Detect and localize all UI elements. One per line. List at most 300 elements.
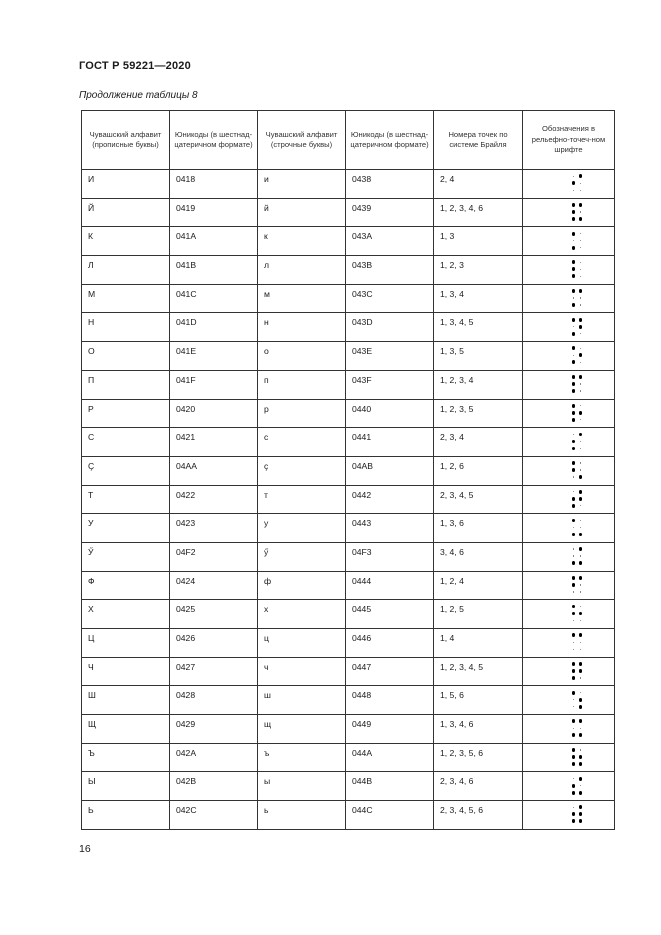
braille-dots-cell-text: 1, 2, 3, 5 — [440, 403, 474, 414]
braille-symbol-cell — [523, 686, 615, 715]
lower-unicode-cell-text: 04AB — [352, 460, 374, 471]
lower-unicode-cell — [346, 542, 434, 571]
braille-symbol — [572, 232, 584, 251]
lower-letter-cell-text: ъ — [264, 747, 270, 758]
braille-dots-cell-text: 2, 4 — [440, 174, 455, 184]
braille-dot-raised — [572, 612, 576, 616]
table-row — [82, 629, 615, 658]
braille-dot-empty — [573, 807, 574, 808]
upper-unicode-cell-text: 042C — [176, 805, 197, 816]
upper-unicode-cell-text: 0423 — [176, 518, 196, 529]
braille-dots-cell-text: 1, 3, 4, 5 — [440, 317, 474, 328]
braille-dots-cell — [434, 542, 523, 571]
braille-dot-raised — [572, 519, 576, 523]
braille-dots-cell-text: 1, 2, 4 — [440, 575, 464, 586]
braille-dot-raised — [572, 461, 576, 465]
braille-dot-empty — [580, 785, 581, 786]
upper-unicode-cell-text: 0421 — [176, 432, 196, 443]
upper-unicode-cell — [170, 657, 258, 686]
lower-unicode-cell-text: 0443 — [352, 518, 372, 529]
braille-dot-raised — [572, 303, 576, 307]
braille-dot-empty — [573, 591, 574, 592]
braille-dot-empty — [580, 383, 581, 384]
braille-symbol-cell — [523, 198, 615, 227]
braille-dots-cell-text: 1, 2, 3, 4, 5 — [440, 661, 483, 672]
braille-dots-cell-text: 2, 3, 4, 6 — [440, 776, 474, 787]
braille-dot-empty — [580, 348, 581, 349]
braille-dot-raised — [572, 411, 576, 415]
upper-unicode-cell — [170, 456, 258, 485]
lower-unicode-cell-text: 04F3 — [352, 546, 372, 557]
header-lower-unicode: Юникоды (в шестнад-цатеричном формате) — [346, 111, 434, 170]
upper-letter-cell — [82, 743, 170, 772]
braille-dot-empty — [580, 649, 581, 650]
braille-symbol — [572, 662, 584, 681]
braille-dot-raised — [572, 210, 576, 214]
lower-unicode-cell-text: 043F — [352, 374, 372, 385]
braille-dot-raised — [579, 733, 583, 737]
braille-symbol-cell — [523, 801, 615, 830]
lower-letter-cell-text: о — [264, 346, 269, 357]
table-row — [82, 313, 615, 342]
table-row — [82, 657, 615, 686]
lower-letter-cell — [258, 715, 346, 744]
braille-dot-raised — [572, 318, 576, 322]
upper-letter-cell — [82, 198, 170, 227]
braille-dot-raised — [579, 318, 583, 322]
braille-dots-cell — [434, 284, 523, 313]
lower-unicode-cell — [346, 370, 434, 399]
upper-letter-cell — [82, 313, 170, 342]
lower-letter-cell — [258, 370, 346, 399]
braille-dot-raised — [579, 755, 583, 759]
braille-dots-cell — [434, 399, 523, 428]
lower-letter-cell-text: щ — [264, 719, 272, 730]
upper-unicode-cell-text: 041F — [176, 374, 196, 385]
braille-dots-cell — [434, 370, 523, 399]
lower-letter-cell — [258, 170, 346, 199]
braille-dot-empty — [573, 326, 574, 327]
braille-symbol-cell — [523, 399, 615, 428]
braille-symbol-cell — [523, 772, 615, 801]
upper-unicode-cell-text: 042B — [176, 776, 197, 787]
braille-symbol — [572, 576, 584, 595]
braille-dot-raised — [579, 475, 583, 479]
upper-unicode-cell-text: 041C — [176, 288, 197, 299]
braille-dot-raised — [572, 360, 576, 364]
braille-dot-raised — [572, 733, 576, 737]
lower-unicode-cell — [346, 686, 434, 715]
braille-symbol — [572, 547, 584, 566]
braille-dot-empty — [573, 699, 574, 700]
header-braille-symbol: Обозначения в рельефно-точеч-ном шрифте — [523, 111, 615, 170]
braille-dot-empty — [580, 190, 581, 191]
braille-symbol — [572, 805, 584, 824]
lower-unicode-cell — [346, 801, 434, 830]
braille-dot-raised — [572, 447, 576, 451]
upper-unicode-cell — [170, 743, 258, 772]
braille-dot-raised — [572, 246, 576, 250]
upper-unicode-cell-text: 041B — [176, 260, 197, 271]
braille-symbol-cell — [523, 514, 615, 543]
braille-dot-raised — [579, 411, 583, 415]
upper-unicode-cell — [170, 342, 258, 371]
braille-dot-empty — [580, 692, 581, 693]
lower-letter-cell — [258, 456, 346, 485]
braille-dots-cell — [434, 485, 523, 514]
lower-unicode-cell — [346, 313, 434, 342]
braille-dots-cell — [434, 772, 523, 801]
upper-letter-cell-text: Х — [88, 604, 94, 615]
braille-dots-cell — [434, 657, 523, 686]
braille-dots-cell-text: 1, 5, 6 — [440, 690, 464, 701]
lower-unicode-cell — [346, 629, 434, 658]
lower-unicode-cell — [346, 456, 434, 485]
braille-dot-empty — [573, 706, 574, 707]
braille-dot-empty — [580, 183, 581, 184]
braille-dot-raised — [572, 762, 576, 766]
braille-dot-raised — [579, 576, 583, 580]
upper-letter-cell — [82, 485, 170, 514]
lower-unicode-cell — [346, 170, 434, 199]
braille-dot-raised — [579, 174, 583, 178]
lower-unicode-cell-text: 0441 — [352, 432, 372, 443]
upper-unicode-cell — [170, 313, 258, 342]
upper-unicode-cell — [170, 485, 258, 514]
upper-letter-cell-text: Ӳ — [88, 546, 94, 557]
braille-dot-empty — [573, 728, 574, 729]
document-title: ГОСТ Р 59221—2020 — [79, 60, 191, 72]
braille-dot-raised — [572, 260, 576, 264]
lower-unicode-cell-text: 044A — [352, 747, 373, 758]
table-row — [82, 600, 615, 629]
braille-dots-cell-text: 1, 2, 6 — [440, 460, 464, 471]
lower-unicode-cell-text: 0438 — [352, 174, 372, 184]
braille-dot-raised — [572, 389, 576, 393]
braille-dot-raised — [579, 777, 583, 781]
braille-dots-cell-text: 1, 3, 6 — [440, 518, 464, 529]
lower-letter-cell-text: ь — [264, 805, 269, 816]
upper-unicode-cell — [170, 600, 258, 629]
lower-letter-cell-text: ш — [264, 690, 271, 701]
upper-unicode-cell — [170, 772, 258, 801]
braille-dot-raised — [579, 217, 583, 221]
upper-unicode-cell-text: 0418 — [176, 174, 196, 184]
upper-letter-cell — [82, 772, 170, 801]
upper-letter-cell-text: Ц — [88, 633, 95, 643]
braille-dot-raised — [579, 812, 583, 816]
braille-dot-empty — [580, 505, 581, 506]
braille-dot-empty — [573, 620, 574, 621]
upper-unicode-cell-text: 042A — [176, 747, 197, 758]
lower-letter-cell-text: с — [264, 432, 269, 443]
braille-dot-empty — [580, 584, 581, 585]
braille-dots-cell — [434, 600, 523, 629]
braille-dot-raised — [572, 267, 576, 271]
braille-dot-raised — [572, 468, 576, 472]
lower-unicode-cell-text: 043D — [352, 317, 373, 328]
table-row — [82, 485, 615, 514]
braille-dot-raised — [572, 375, 576, 379]
braille-dots-cell — [434, 743, 523, 772]
upper-unicode-cell-text: 0428 — [176, 690, 196, 701]
braille-symbol-cell — [523, 313, 615, 342]
braille-dot-raised — [572, 533, 576, 537]
braille-dot-raised — [572, 404, 576, 408]
lower-unicode-cell-text: 0449 — [352, 719, 372, 730]
braille-symbol — [572, 748, 584, 767]
braille-symbol — [572, 375, 584, 394]
lower-letter-cell-text: м — [264, 288, 270, 299]
table-row — [82, 743, 615, 772]
braille-symbol-cell — [523, 542, 615, 571]
lower-letter-cell — [258, 600, 346, 629]
table-row — [82, 801, 615, 830]
braille-symbol — [572, 691, 584, 710]
braille-dots-cell — [434, 514, 523, 543]
braille-symbol-cell — [523, 256, 615, 285]
lower-unicode-cell — [346, 715, 434, 744]
upper-unicode-cell-text: 0420 — [176, 403, 196, 414]
table-row — [82, 686, 615, 715]
table-row — [82, 256, 615, 285]
braille-dot-empty — [580, 642, 581, 643]
lower-unicode-cell — [346, 485, 434, 514]
braille-symbol — [572, 289, 584, 308]
braille-dot-empty — [573, 778, 574, 779]
lower-letter-cell — [258, 428, 346, 457]
braille-dot-raised — [572, 719, 576, 723]
braille-dot-raised — [572, 504, 576, 508]
upper-letter-cell-text: У — [88, 518, 94, 529]
braille-dot-empty — [580, 247, 581, 248]
table-body — [82, 170, 615, 830]
lower-letter-cell — [258, 801, 346, 830]
upper-unicode-cell — [170, 629, 258, 658]
upper-letter-cell — [82, 428, 170, 457]
upper-unicode-cell-text: 0426 — [176, 633, 196, 643]
upper-letter-cell-text: К — [88, 231, 94, 242]
braille-dot-raised — [579, 669, 583, 673]
braille-dots-cell-text: 2, 3, 4 — [440, 432, 464, 443]
lower-letter-cell-text: й — [264, 202, 269, 213]
braille-symbol — [572, 404, 584, 423]
upper-unicode-cell-text: 041D — [176, 317, 197, 328]
upper-letter-cell-text: И — [88, 174, 95, 184]
table-row — [82, 198, 615, 227]
braille-dot-raised — [572, 633, 576, 637]
braille-dot-raised — [579, 662, 583, 666]
upper-letter-cell — [82, 629, 170, 658]
lower-letter-cell — [258, 284, 346, 313]
upper-letter-cell — [82, 370, 170, 399]
upper-unicode-cell-text: 04F2 — [176, 546, 196, 557]
lower-unicode-cell-text: 044B — [352, 776, 373, 787]
lower-unicode-cell — [346, 342, 434, 371]
braille-dot-raised — [579, 791, 583, 795]
upper-unicode-cell — [170, 801, 258, 830]
lower-letter-cell-text: ц — [264, 633, 269, 643]
upper-letter-cell — [82, 514, 170, 543]
upper-unicode-cell-text: 041A — [176, 231, 197, 242]
braille-dot-empty — [573, 649, 574, 650]
braille-dot-raised — [579, 533, 583, 537]
braille-dots-cell — [434, 629, 523, 658]
braille-symbol — [572, 605, 584, 624]
lower-unicode-cell-text: 043A — [352, 231, 373, 242]
upper-unicode-cell — [170, 571, 258, 600]
braille-dots-cell-text: 1, 3, 4 — [440, 288, 464, 299]
braille-dots-cell — [434, 170, 523, 199]
upper-unicode-cell — [170, 399, 258, 428]
braille-symbol-cell — [523, 284, 615, 313]
braille-dots-cell-text: 1, 3, 4, 6 — [440, 719, 474, 730]
lower-letter-cell-text: ч — [264, 661, 269, 672]
braille-dot-raised — [579, 561, 583, 565]
page-number: 16 — [79, 843, 91, 855]
table-row — [82, 772, 615, 801]
braille-symbol — [572, 777, 584, 796]
braille-dots-cell-text: 1, 2, 3 — [440, 260, 464, 271]
lower-letter-cell — [258, 313, 346, 342]
upper-unicode-cell-text: 04AA — [176, 460, 198, 471]
table-row — [82, 571, 615, 600]
braille-dot-raised — [572, 669, 576, 673]
braille-dot-empty — [580, 555, 581, 556]
table-caption: Продолжение таблицы 8 — [79, 90, 198, 101]
braille-dots-cell-text: 2, 3, 4, 5 — [440, 489, 474, 500]
lower-letter-cell-text: ӳ — [264, 546, 269, 557]
braille-dot-empty — [580, 276, 581, 277]
braille-dot-raised — [572, 676, 576, 680]
upper-unicode-cell — [170, 227, 258, 256]
braille-symbol-cell — [523, 456, 615, 485]
upper-letter-cell — [82, 571, 170, 600]
upper-unicode-cell — [170, 198, 258, 227]
braille-symbol-cell — [523, 370, 615, 399]
upper-unicode-cell — [170, 428, 258, 457]
lower-letter-cell — [258, 514, 346, 543]
lower-unicode-cell — [346, 743, 434, 772]
lower-unicode-cell-text: 044C — [352, 805, 373, 816]
upper-letter-cell — [82, 227, 170, 256]
braille-dots-cell — [434, 715, 523, 744]
table-row — [82, 428, 615, 457]
braille-dot-raised — [579, 203, 583, 207]
braille-dot-empty — [573, 434, 574, 435]
braille-dots-cell — [434, 801, 523, 830]
table-row — [82, 170, 615, 199]
lower-letter-cell — [258, 571, 346, 600]
upper-unicode-cell-text: 0422 — [176, 489, 196, 500]
table-row — [82, 514, 615, 543]
braille-dot-empty — [573, 642, 574, 643]
braille-dot-empty — [573, 297, 574, 298]
braille-dot-raised — [572, 382, 576, 386]
braille-symbol-cell — [523, 342, 615, 371]
header-upper-unicode: Юникоды (в шестнад-цатеричном формате) — [170, 111, 258, 170]
braille-dot-raised — [572, 217, 576, 221]
braille-dot-raised — [579, 698, 583, 702]
upper-unicode-cell-text: 0425 — [176, 604, 196, 615]
upper-letter-cell — [82, 284, 170, 313]
braille-dot-empty — [580, 677, 581, 678]
upper-letter-cell-text: Ъ — [88, 747, 95, 758]
upper-letter-cell — [82, 399, 170, 428]
lower-letter-cell — [258, 198, 346, 227]
braille-dot-empty — [580, 240, 581, 241]
braille-symbol-cell — [523, 170, 615, 199]
lower-letter-cell-text: н — [264, 317, 269, 328]
braille-dot-raised — [579, 490, 583, 494]
braille-dot-raised — [572, 791, 576, 795]
braille-symbol-cell — [523, 227, 615, 256]
lower-letter-cell — [258, 485, 346, 514]
braille-dots-cell — [434, 571, 523, 600]
lower-letter-cell — [258, 743, 346, 772]
upper-unicode-cell-text: 0419 — [176, 202, 196, 213]
lower-letter-cell-text: ç — [264, 460, 269, 471]
upper-letter-cell-text: П — [88, 374, 95, 385]
lower-letter-cell-text: и — [264, 174, 269, 184]
table-row — [82, 399, 615, 428]
braille-dot-raised — [579, 612, 583, 616]
braille-dot-raised — [579, 762, 583, 766]
header-lower-letter: Чувашский алфавит (строчные буквы) — [258, 111, 346, 170]
lower-unicode-cell — [346, 600, 434, 629]
upper-unicode-cell — [170, 542, 258, 571]
lower-unicode-cell — [346, 399, 434, 428]
lower-unicode-cell-text: 0448 — [352, 690, 372, 701]
braille-dot-raised — [572, 346, 576, 350]
upper-unicode-cell — [170, 256, 258, 285]
braille-dot-empty — [580, 448, 581, 449]
braille-dot-empty — [580, 527, 581, 528]
upper-letter-cell-text: Ч — [88, 661, 94, 672]
table-header-row — [82, 111, 615, 170]
upper-letter-cell-text: М — [88, 288, 96, 299]
lower-letter-cell-text: р — [264, 403, 269, 414]
braille-dot-empty — [580, 362, 581, 363]
header-upper-letter: Чувашский алфавит (прописные буквы) — [82, 111, 170, 170]
braille-dots-cell-text: 1, 4 — [440, 633, 455, 643]
braille-dots-cell-text: 1, 3, 5 — [440, 346, 464, 357]
braille-dots-cell-text: 1, 2, 3, 4, 6 — [440, 202, 483, 213]
braille-dot-empty — [580, 620, 581, 621]
braille-dots-cell — [434, 313, 523, 342]
braille-dot-raised — [579, 353, 583, 357]
lower-unicode-cell — [346, 227, 434, 256]
upper-letter-cell-text: С — [88, 432, 95, 443]
braille-dot-raised — [572, 203, 576, 207]
braille-symbol-cell — [523, 743, 615, 772]
braille-dot-empty — [580, 405, 581, 406]
braille-symbol — [572, 433, 584, 452]
braille-dot-raised — [572, 181, 576, 185]
lower-unicode-cell-text: 043B — [352, 260, 373, 271]
braille-dot-raised — [572, 819, 576, 823]
braille-dots-cell — [434, 342, 523, 371]
upper-letter-cell — [82, 256, 170, 285]
upper-letter-cell-text: Й — [88, 202, 95, 213]
braille-dot-raised — [579, 375, 583, 379]
braille-dot-raised — [572, 497, 576, 501]
lower-letter-cell-text: у — [264, 518, 269, 529]
braille-dot-empty — [573, 476, 574, 477]
lower-unicode-cell-text: 043C — [352, 288, 373, 299]
lower-unicode-cell — [346, 428, 434, 457]
braille-dot-raised — [572, 662, 576, 666]
